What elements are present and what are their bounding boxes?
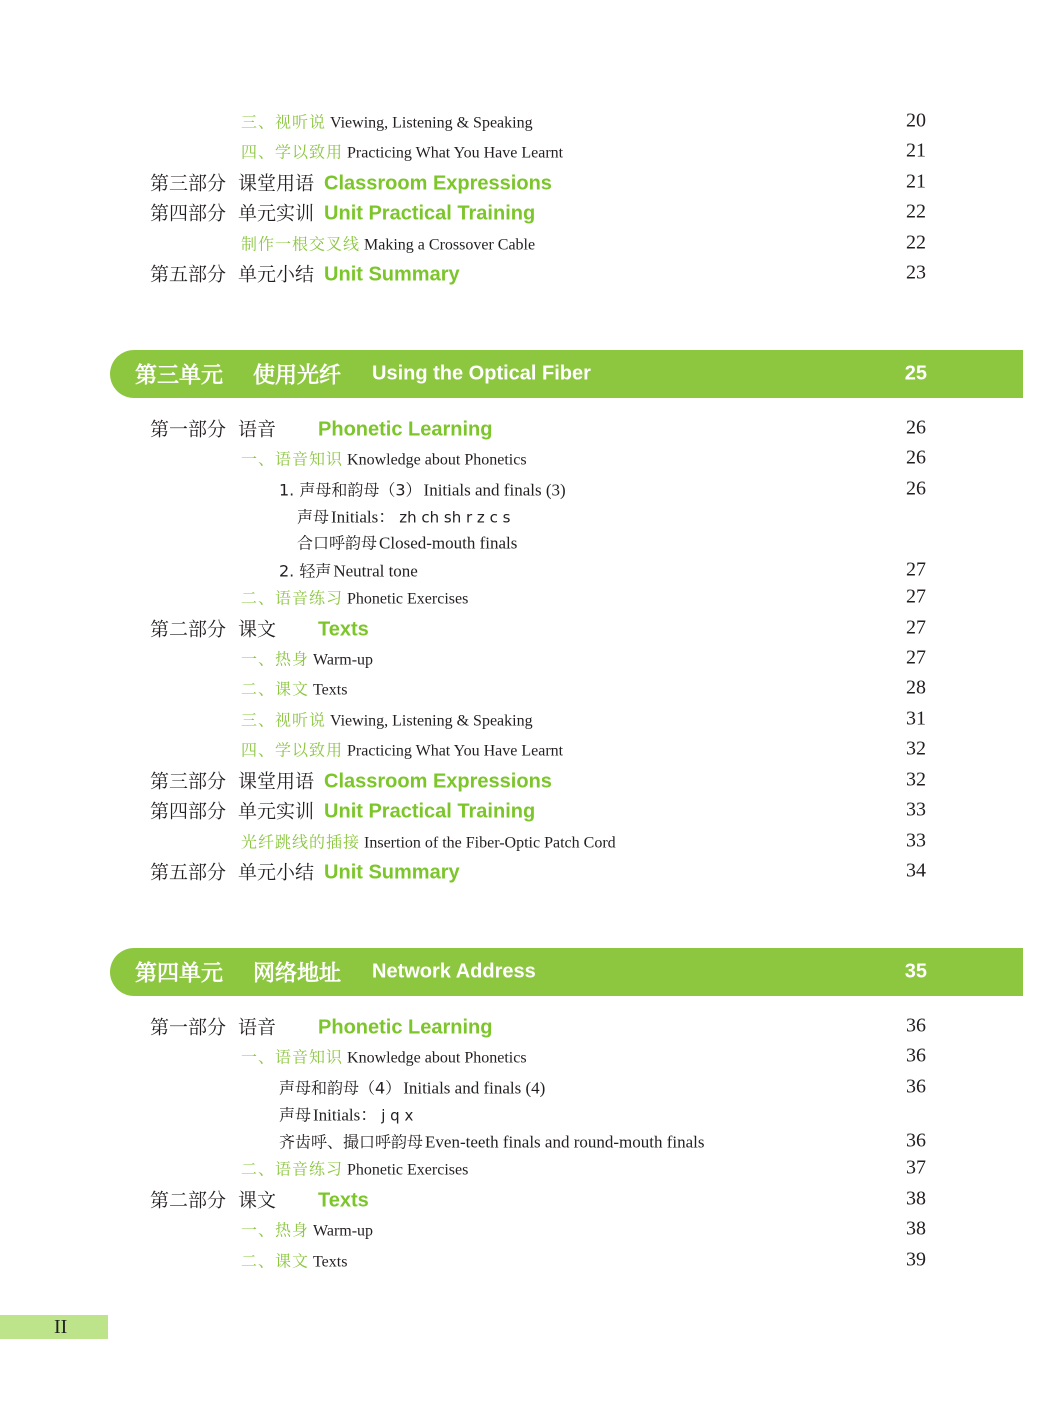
entry-cn: 二、课文 (241, 679, 310, 699)
part-number: 第一部分 (150, 1016, 227, 1039)
entry-en: Texts (313, 1253, 348, 1271)
entry-en: Initials： (331, 507, 396, 527)
page-number: 36 (906, 1014, 926, 1037)
part-title-en: Phonetic Learning (318, 418, 493, 441)
unit-title-en: Network Address (372, 960, 536, 983)
entry-cn: 声母和韵母（4） (279, 1078, 402, 1098)
page-number: 32 (906, 737, 926, 760)
entry-cn: 制作一根交叉线 (241, 234, 361, 254)
unit-number: 第四单元 (135, 961, 224, 987)
toc-part[interactable] (0, 613, 1039, 643)
page-number: 32 (906, 768, 926, 791)
part-title-cn: 语音 (238, 418, 277, 441)
part-number: 第二部分 (150, 1189, 227, 1212)
entry-en: Knowledge about Phonetics (347, 1049, 527, 1067)
toc-part[interactable] (0, 197, 1039, 227)
entry-en: Viewing, Listening & Speaking (330, 114, 533, 132)
entry-en: Knowledge about Phonetics (347, 451, 527, 469)
toc-entry[interactable] (0, 106, 1039, 136)
entry-cn: 一、热身 (241, 649, 310, 669)
page-number: 20 (906, 109, 926, 132)
toc-entry[interactable] (0, 1153, 1039, 1183)
part-title-en: Classroom Expressions (324, 172, 552, 195)
entry-cn: 三、视听说 (241, 710, 327, 730)
part-title-cn: 课文 (238, 618, 277, 641)
entry-en: Practicing What You Have Learnt (347, 742, 564, 760)
toc-part[interactable] (0, 258, 1039, 288)
toc-part[interactable] (0, 765, 1039, 795)
entry-en: Texts (313, 681, 348, 699)
toc-entry[interactable] (0, 582, 1039, 612)
entry-cn: 二、语音练习 (241, 1159, 344, 1179)
page-number: 26 (906, 477, 926, 500)
entry-en: Insertion of the Fiber-Optic Patch Cord (364, 834, 616, 852)
entry-en: Making a Crossover Cable (364, 236, 536, 254)
toc-subentry[interactable] (0, 500, 1039, 530)
part-number: 第四部分 (150, 800, 227, 823)
toc-entry[interactable] (0, 443, 1039, 473)
page-number: 27 (906, 616, 926, 639)
unit-title-cn: 使用光纤 (253, 363, 342, 389)
entry-cn: 光纤跳线的插接 (241, 832, 361, 852)
toc-subentry[interactable] (0, 1098, 1039, 1128)
part-title-en: Unit Summary (324, 861, 460, 884)
toc-part[interactable] (0, 1011, 1039, 1041)
part-number: 第三部分 (150, 172, 227, 195)
entry-cn: 声母 (279, 1105, 312, 1125)
part-title-cn: 课文 (238, 1189, 277, 1212)
toc-entry[interactable] (0, 826, 1039, 856)
entry-en: Neutral tone (333, 561, 418, 581)
toc-subentry[interactable] (0, 1126, 1039, 1156)
toc-entry[interactable] (0, 734, 1039, 764)
part-title-cn: 课堂用语 (238, 770, 315, 793)
entry-en: Practicing What You Have Learnt (347, 144, 564, 162)
page-number: 36 (906, 1129, 926, 1152)
toc-entry[interactable] (0, 228, 1039, 258)
entry-letters: j q x (381, 1106, 414, 1125)
unit-title-en: Using the Optical Fiber (372, 362, 591, 385)
page-number: 39 (906, 1248, 926, 1271)
entry-en: Initials： (313, 1105, 378, 1125)
entry-cn: 四、学以致用 (241, 740, 344, 760)
page-number: 38 (906, 1187, 926, 1210)
unit-title-cn: 网络地址 (253, 961, 342, 987)
page-number: 22 (906, 200, 926, 223)
toc-part[interactable] (0, 856, 1039, 886)
toc-subentry[interactable] (0, 555, 1039, 585)
entry-en: Warm-up (313, 651, 374, 669)
entry-cn: 一、语音知识 (241, 1047, 344, 1067)
page-number: 36 (906, 1075, 926, 1098)
toc-entry[interactable] (0, 1245, 1039, 1275)
page-number: 28 (906, 676, 926, 699)
entry-cn: 四、学以致用 (241, 142, 344, 162)
entry-cn: 二、课文 (241, 1251, 310, 1271)
entry-cn: 一、语音知识 (241, 449, 344, 469)
toc-part[interactable] (0, 1184, 1039, 1214)
page-number: 26 (906, 416, 926, 439)
page-number: 27 (906, 585, 926, 608)
page-label: II (54, 1316, 68, 1338)
entry-cn: 三、视听说 (241, 112, 327, 132)
toc-entry[interactable] (0, 643, 1039, 673)
toc-entry[interactable] (0, 1041, 1039, 1071)
part-title-cn: 课堂用语 (238, 172, 315, 195)
entry-en: Warm-up (313, 1222, 374, 1240)
page-number: 33 (906, 798, 926, 821)
part-title-en: Phonetic Learning (318, 1016, 493, 1039)
unit-page-number: 35 (904, 960, 927, 983)
part-number: 第五部分 (150, 263, 227, 286)
entry-en: Initials and finals (3) (423, 480, 566, 500)
part-number: 第三部分 (150, 770, 227, 793)
entry-cn: 声母 (297, 507, 330, 527)
page-number: 31 (906, 707, 926, 730)
page-number: 38 (906, 1217, 926, 1240)
toc-entry[interactable] (0, 704, 1039, 734)
entry-en: Phonetic Exercises (347, 590, 469, 608)
part-title-en: Unit Summary (324, 263, 460, 286)
toc-part[interactable] (0, 167, 1039, 197)
page-number: 33 (906, 829, 926, 852)
part-title-en: Unit Practical Training (324, 800, 536, 823)
part-title-cn: 单元实训 (238, 202, 315, 225)
entry-cn: 齐齿呼、撮口呼韵母 (279, 1132, 424, 1152)
entry-en: Closed-mouth finals (379, 533, 518, 553)
part-title-cn: 单元实训 (238, 800, 315, 823)
part-number: 第五部分 (150, 861, 227, 884)
page-number: 23 (906, 261, 926, 284)
unit-number: 第三单元 (135, 363, 224, 389)
page-number: 22 (906, 231, 926, 254)
unit-banner[interactable] (110, 350, 1023, 398)
part-title-en: Unit Practical Training (324, 202, 536, 225)
page-number: 36 (906, 1044, 926, 1067)
entry-cn: 二、语音练习 (241, 588, 344, 608)
page-number: 26 (906, 446, 926, 469)
entry-cn: 合口呼韵母 (297, 533, 378, 553)
entry-cn: 一、热身 (241, 1220, 310, 1240)
entry-letters: zh ch sh r z c s (399, 508, 511, 527)
part-number: 第四部分 (150, 202, 227, 225)
entry-en: Phonetic Exercises (347, 1161, 469, 1179)
unit-page-number: 25 (904, 362, 927, 385)
entry-cn: 2. 轻声 (279, 561, 332, 581)
page-number: 21 (906, 170, 926, 193)
part-title-cn: 语音 (238, 1016, 277, 1039)
part-number: 第一部分 (150, 418, 227, 441)
part-title-en: Classroom Expressions (324, 770, 552, 793)
page-number: 27 (906, 558, 926, 581)
entry-en: Even-teeth finals and round-mouth finals (425, 1132, 705, 1152)
part-title-en: Texts (318, 1189, 369, 1212)
toc-entry[interactable] (0, 673, 1039, 703)
toc-subentry[interactable] (0, 527, 1039, 557)
entry-cn: 1. 声母和韵母（3） (279, 480, 422, 500)
toc-part[interactable] (0, 413, 1039, 443)
toc-entry[interactable] (0, 136, 1039, 166)
part-title-en: Texts (318, 618, 369, 641)
page-number: 37 (906, 1156, 926, 1179)
page-footer (0, 1315, 108, 1339)
toc-part[interactable] (0, 795, 1039, 825)
part-number: 第二部分 (150, 618, 227, 641)
part-title-cn: 单元小结 (238, 861, 315, 884)
toc-entry[interactable] (0, 1214, 1039, 1244)
page-number: 21 (906, 139, 926, 162)
unit-banner[interactable] (110, 948, 1023, 996)
part-title-cn: 单元小结 (238, 263, 315, 286)
page-number: 34 (906, 859, 926, 882)
page-number: 27 (906, 646, 926, 669)
entry-en: Viewing, Listening & Speaking (330, 712, 533, 730)
entry-en: Initials and finals (4) (403, 1078, 546, 1098)
